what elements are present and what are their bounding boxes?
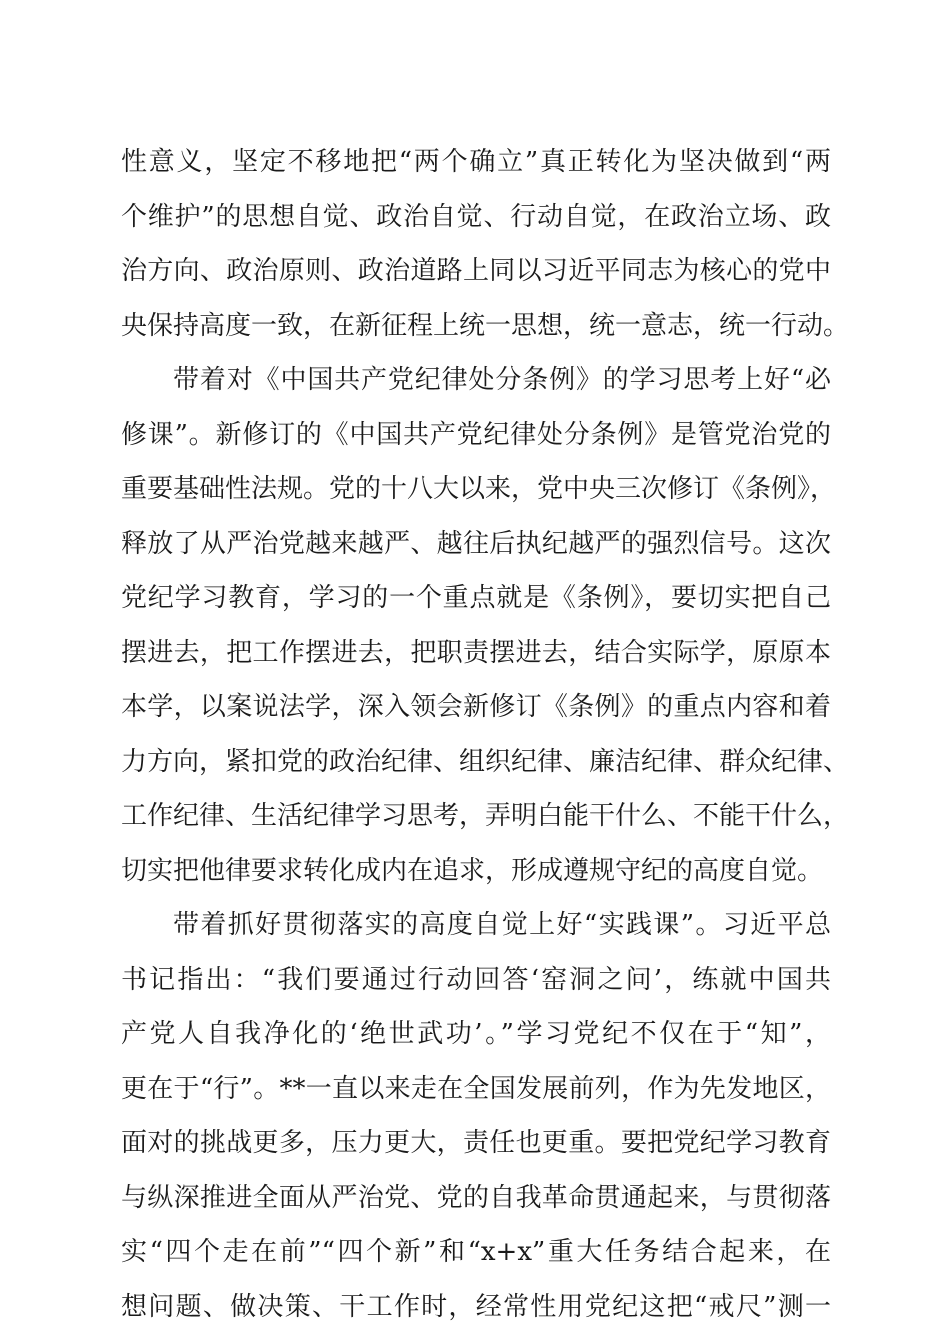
text-line: 切实把他律要求转化成内在追求，形成遵规守纪的高度自觉。 (121, 855, 824, 886)
text-line: 个维护”的思想自觉、政治自觉、行动自觉，在政治立场、政 (121, 201, 831, 232)
body-text (121, 135, 850, 1334)
text-line: 性意义，坚定不移地把“两个确立”真正转化为坚决做到“两 (121, 147, 831, 177)
text-line: 书记指出：“我们要通过行动回答‘窑洞之问’，练就中国共 (121, 964, 831, 995)
text-line: 工作纪律、生活纪律学习思考，弄明白能干什么、不能干什么， (121, 801, 850, 831)
text-line: 产党人自我净化的‘绝世武功’。”学习党纪不仅在于“知”， (121, 1019, 831, 1049)
text-line: 释放了从严治党越来越严、越往后执纪越严的强烈信号。这次 (121, 528, 831, 559)
text-line: 本学，以案说法学，深入领会新修订《条例》的重点内容和着 (121, 692, 831, 722)
text-line: 面对的挑战更多，压力更大，责任也更重。要把党纪学习教育 (121, 1128, 831, 1158)
text-line: 党纪学习教育，学习的一个重点就是《条例》，要切实把自己 (121, 583, 831, 613)
text-line: 重要基础性法规。党的十八大以来，党中央三次修订《条例》， (121, 474, 837, 504)
text-line: 央保持高度一致，在新征程上统一思想，统一意志，统一行动。 (121, 310, 850, 341)
text-line: 带着抓好贯彻落实的高度自觉上好“实践课”。习近平总 (173, 910, 831, 940)
text-line: 与纵深推进全面从严治党、党的自我革命贯通起来，与贯彻落 (121, 1182, 831, 1213)
text-line: 力方向，紧扣党的政治纪律、组织纪律、廉洁纪律、群众纪律、 (121, 746, 850, 777)
text-line: 摆进去，把工作摆进去，把职责摆进去，结合实际学，原原本 (121, 637, 831, 668)
text-line: 想问题、做决策、干工作时，经常性用党纪这把“戒尺”测一 (121, 1291, 831, 1322)
text-line: 带着对《中国共产党纪律处分条例》的学习思考上好“必 (173, 365, 831, 395)
text-line: 修课”。新修订的《中国共产党纪律处分条例》是管党治党的 (121, 419, 831, 450)
text-line: 实“四个走在前”“四个新”和“x+x”重大任务结合起来，在 (121, 1237, 831, 1267)
text-line: 治方向、政治原则、政治道路上同以习近平同志为核心的党中 (121, 256, 831, 286)
text-line: 更在于“行”。**一直以来走在全国发展前列，作为先发地区， (121, 1073, 831, 1104)
